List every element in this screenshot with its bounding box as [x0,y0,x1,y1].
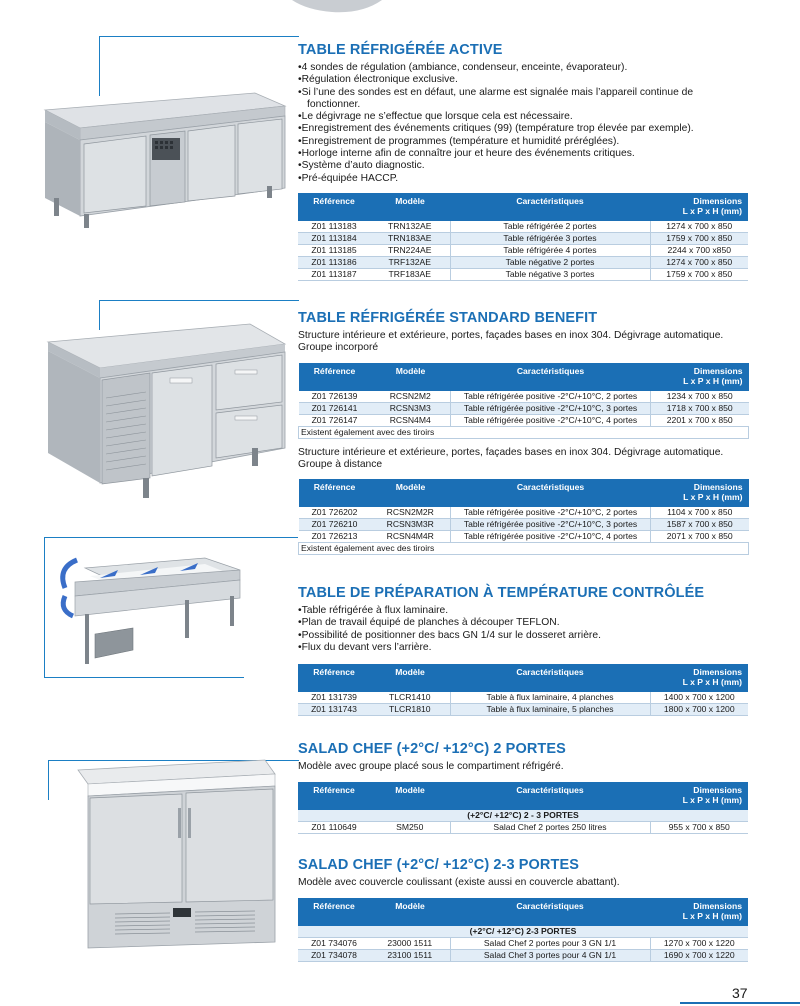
table-cell: Z01 726141 [299,402,371,414]
table-cell: Table réfrigérée 4 portes [450,244,650,256]
col-header-dimensions: Dimensions L x P x H (mm) [651,479,749,507]
table-cell: Z01 113184 [298,232,370,244]
table-cell: SM250 [370,822,450,834]
table-row [298,268,748,280]
col-header-dimensions: Dimensions L x P x H (mm) [651,363,749,391]
table-row [299,507,749,519]
table-cell: 2244 x 700 x850 [650,244,748,256]
table-cell: Existent également avec des tiroirs [299,543,749,555]
table-cell: RCSN4M4R [371,531,451,543]
col-header-model: Modèle [371,363,451,391]
spec-table [298,363,749,439]
feature-item: • Si l’une des sondes est en défaut, une alarme est signalée mais l’appareil continue de fonctionner. [298,87,748,112]
frame-line [44,537,45,678]
table-row [298,244,748,256]
section-title: TABLE RÉFRIGÉRÉE ACTIVE [298,42,503,58]
table-row [299,519,749,531]
table-cell: Table réfrigérée positive -2°C/+10°C, 4 portes [451,531,651,543]
table-cell: Z01 131743 [298,704,370,716]
table-cell: TLCR1810 [370,704,450,716]
feature-item: • Horloge interne afin de connaître jour et heure des événements critiques. [298,148,748,160]
spec-table [298,664,748,716]
col-header-characteristics: Caractéristiques [450,193,650,221]
col-header-characteristics: Caractéristiques [450,898,650,926]
section-title: TABLE RÉFRIGÉRÉE STANDARD BENEFIT [298,310,598,326]
col-header-reference: Référence [298,898,370,926]
table-cell: Table réfrigérée positive -2°C/+10°C, 4 portes [451,414,651,426]
table-row [298,704,748,716]
table-cell: 1759 x 700 x 850 [650,232,748,244]
table-cell: (+2°C/ +12°C) 2-3 PORTES [298,926,748,938]
table-cell: 2071 x 700 x 850 [651,531,749,543]
table-note-row [299,543,749,555]
table-cell: Table à flux laminaire, 4 planches [450,692,650,704]
col-header-model: Modèle [370,193,450,221]
table-cell: Table réfrigérée positive -2°C/+10°C, 2 portes [451,391,651,403]
feature-item: • Plan de travail équipé de planches à découper TEFLON. [298,617,748,629]
table-cell: Table réfrigérée 2 portes [450,221,650,233]
product-image-active-table [40,88,290,228]
table-cell: Table négative 3 portes [450,268,650,280]
col-header-dimensions: Dimensions L x P x H (mm) [650,664,748,692]
table-cell: TRF132AE [370,256,450,268]
table-cell: 1234 x 700 x 850 [651,391,749,403]
table-cell: 1690 x 700 x 1220 [650,950,748,962]
frame-line [48,760,49,800]
table-cell: TRN183AE [370,232,450,244]
spec-table [298,782,748,834]
table-note-row [299,426,749,438]
table-cell: RCSN3M3 [371,402,451,414]
spec-table [298,193,748,281]
section-description: Modèle avec groupe placé sous le compartiment réfrigéré. [298,761,564,772]
table-cell: Z01 726147 [299,414,371,426]
section-description: Modèle avec couvercle coulissant (existe aussi en couvercle abattant). [298,877,620,888]
feature-list [298,62,748,185]
table-cell: Z01 113183 [298,221,370,233]
table-cell: TRF183AE [370,268,450,280]
col-header-model: Modèle [370,898,450,926]
table-cell: TLCR1410 [370,692,450,704]
col-header-dimensions: Dimensions L x P x H (mm) [650,782,748,810]
feature-list [298,605,748,654]
product-image-salad-chef [70,752,280,952]
table-cell: Salad Chef 3 portes pour 4 GN 1/1 [450,950,650,962]
feature-item: • Le dégivrage ne s’effectue que lorsque cela est nécessaire. [298,111,748,123]
section-description: Structure intérieure et extérieure, portes, façades bases en inox 304. Dégivrage automatique. Groupe incorporé [298,330,724,354]
table-subheader-row [298,926,748,938]
table-row [298,256,748,268]
section-benefit-table [298,310,748,555]
table-cell: 23100 1511 [370,950,450,962]
section-description: Structure intérieure et extérieure, portes, façades bases en inox 304. Dégivrage automatique. Groupe à distance [298,446,724,470]
table-row [298,232,748,244]
col-header-reference: Référence [299,363,371,391]
col-header-reference: Référence [298,664,370,692]
table-cell: Z01 726202 [299,507,371,519]
corner-decoration [292,0,382,14]
product-image-benefit-table [40,318,290,500]
col-header-dimensions: Dimensions L x P x H (mm) [650,898,748,926]
feature-item: • Table réfrigérée à flux laminaire. [298,605,748,617]
table-row [298,221,748,233]
frame-line [99,300,299,301]
table-cell: Table réfrigérée positive -2°C/+10°C, 3 portes [451,519,651,531]
table-cell: TRN132AE [370,221,450,233]
table-cell: Z01 734076 [298,938,370,950]
table-cell: 1270 x 700 x 1220 [650,938,748,950]
table-cell: 1274 x 700 x 850 [650,256,748,268]
table-cell: 1400 x 700 x 1200 [650,692,748,704]
table-row [298,822,748,834]
col-header-characteristics: Caractéristiques [450,782,650,810]
section-preparation-table [298,585,748,716]
table-cell: RCSN2M2R [371,507,451,519]
spec-table [298,479,749,555]
table-row [298,950,748,962]
table-cell: 1800 x 700 x 1200 [650,704,748,716]
table-cell: 23000 1511 [370,938,450,950]
col-header-model: Modèle [371,479,451,507]
table-cell: Z01 734078 [298,950,370,962]
feature-item: • Flux du devant vers l’arrière. [298,642,748,654]
table-cell: RCSN3M3R [371,519,451,531]
table-cell: Z01 110649 [298,822,370,834]
table-cell: Z01 131739 [298,692,370,704]
frame-line [44,677,244,678]
table-cell: RCSN4M4 [371,414,451,426]
table-cell: TRN224AE [370,244,450,256]
section-title: SALAD CHEF (+2°C/ +12°C) 2 PORTES [298,741,566,757]
table-cell: 2201 x 700 x 850 [651,414,749,426]
page-number-underline [680,1002,800,1004]
table-cell: 955 x 700 x 850 [650,822,748,834]
table-cell: Table réfrigérée 3 portes [450,232,650,244]
table-cell: Z01 726210 [299,519,371,531]
section-active-table [298,42,748,281]
table-cell: 1104 x 700 x 850 [651,507,749,519]
table-cell: Z01 113187 [298,268,370,280]
col-header-reference: Référence [299,479,371,507]
table-cell: Z01 113185 [298,244,370,256]
table-cell: Table réfrigérée positive -2°C/+10°C, 3 portes [451,402,651,414]
table-cell: (+2°C/ +12°C) 2 - 3 PORTES [298,810,748,822]
col-header-characteristics: Caractéristiques [451,479,651,507]
section-title: SALAD CHEF (+2°C/ +12°C) 2-3 PORTES [298,857,579,873]
table-cell: Table à flux laminaire, 5 planches [450,704,650,716]
section-salad-chef-2-doors [298,741,748,834]
table-cell: 1587 x 700 x 850 [651,519,749,531]
spec-table [298,898,748,962]
product-image-preparation-table [55,548,245,673]
col-header-dimensions: Dimensions L x P x H (mm) [650,193,748,221]
table-cell: Salad Chef 2 portes pour 3 GN 1/1 [450,938,650,950]
table-cell: 1759 x 700 x 850 [650,268,748,280]
table-subheader-row [298,810,748,822]
feature-item: • Régulation électronique exclusive. [298,74,748,86]
table-cell: 1718 x 700 x 850 [651,402,749,414]
section-title: TABLE DE PRÉPARATION À TEMPÉRATURE CONTRÔLÉE [298,585,705,601]
table-cell: Table négative 2 portes [450,256,650,268]
page-number: 37 [732,985,748,1001]
feature-item: • Possibilité de positionner des bacs GN 1/4 sur le dosseret arrière. [298,630,748,642]
table-row [298,938,748,950]
feature-item: • Enregistrement de programmes (température et humidité préréglées). [298,136,748,148]
table-cell: Table réfrigérée positive -2°C/+10°C, 2 portes [451,507,651,519]
table-cell: Z01 113186 [298,256,370,268]
table-cell: Existent également avec des tiroirs [299,426,749,438]
table-row [298,692,748,704]
table-cell: 1274 x 700 x 850 [650,221,748,233]
col-header-reference: Référence [298,193,370,221]
table-cell: Salad Chef 2 portes 250 litres [450,822,650,834]
feature-item: • Enregistrement des événements critiques (99) (température trop élevée par exemple). [298,123,748,135]
table-cell: Z01 726139 [299,391,371,403]
table-cell: RCSN2M2 [371,391,451,403]
feature-item: • Pré-équipée HACCP. [298,173,748,185]
col-header-model: Modèle [370,782,450,810]
col-header-reference: Référence [298,782,370,810]
col-header-characteristics: Caractéristiques [450,664,650,692]
frame-line [99,36,299,37]
col-header-model: Modèle [370,664,450,692]
section-salad-chef-2-3-doors [298,857,748,962]
col-header-characteristics: Caractéristiques [451,363,651,391]
frame-line [44,537,298,538]
table-row [299,531,749,543]
table-row [299,391,749,403]
frame-line [99,36,100,96]
feature-item: • Système d’auto diagnostic. [298,160,748,172]
table-row [299,402,749,414]
table-row [299,414,749,426]
table-cell: Z01 726213 [299,531,371,543]
feature-item: • 4 sondes de régulation (ambiance, condenseur, enceinte, évaporateur). [298,62,748,74]
